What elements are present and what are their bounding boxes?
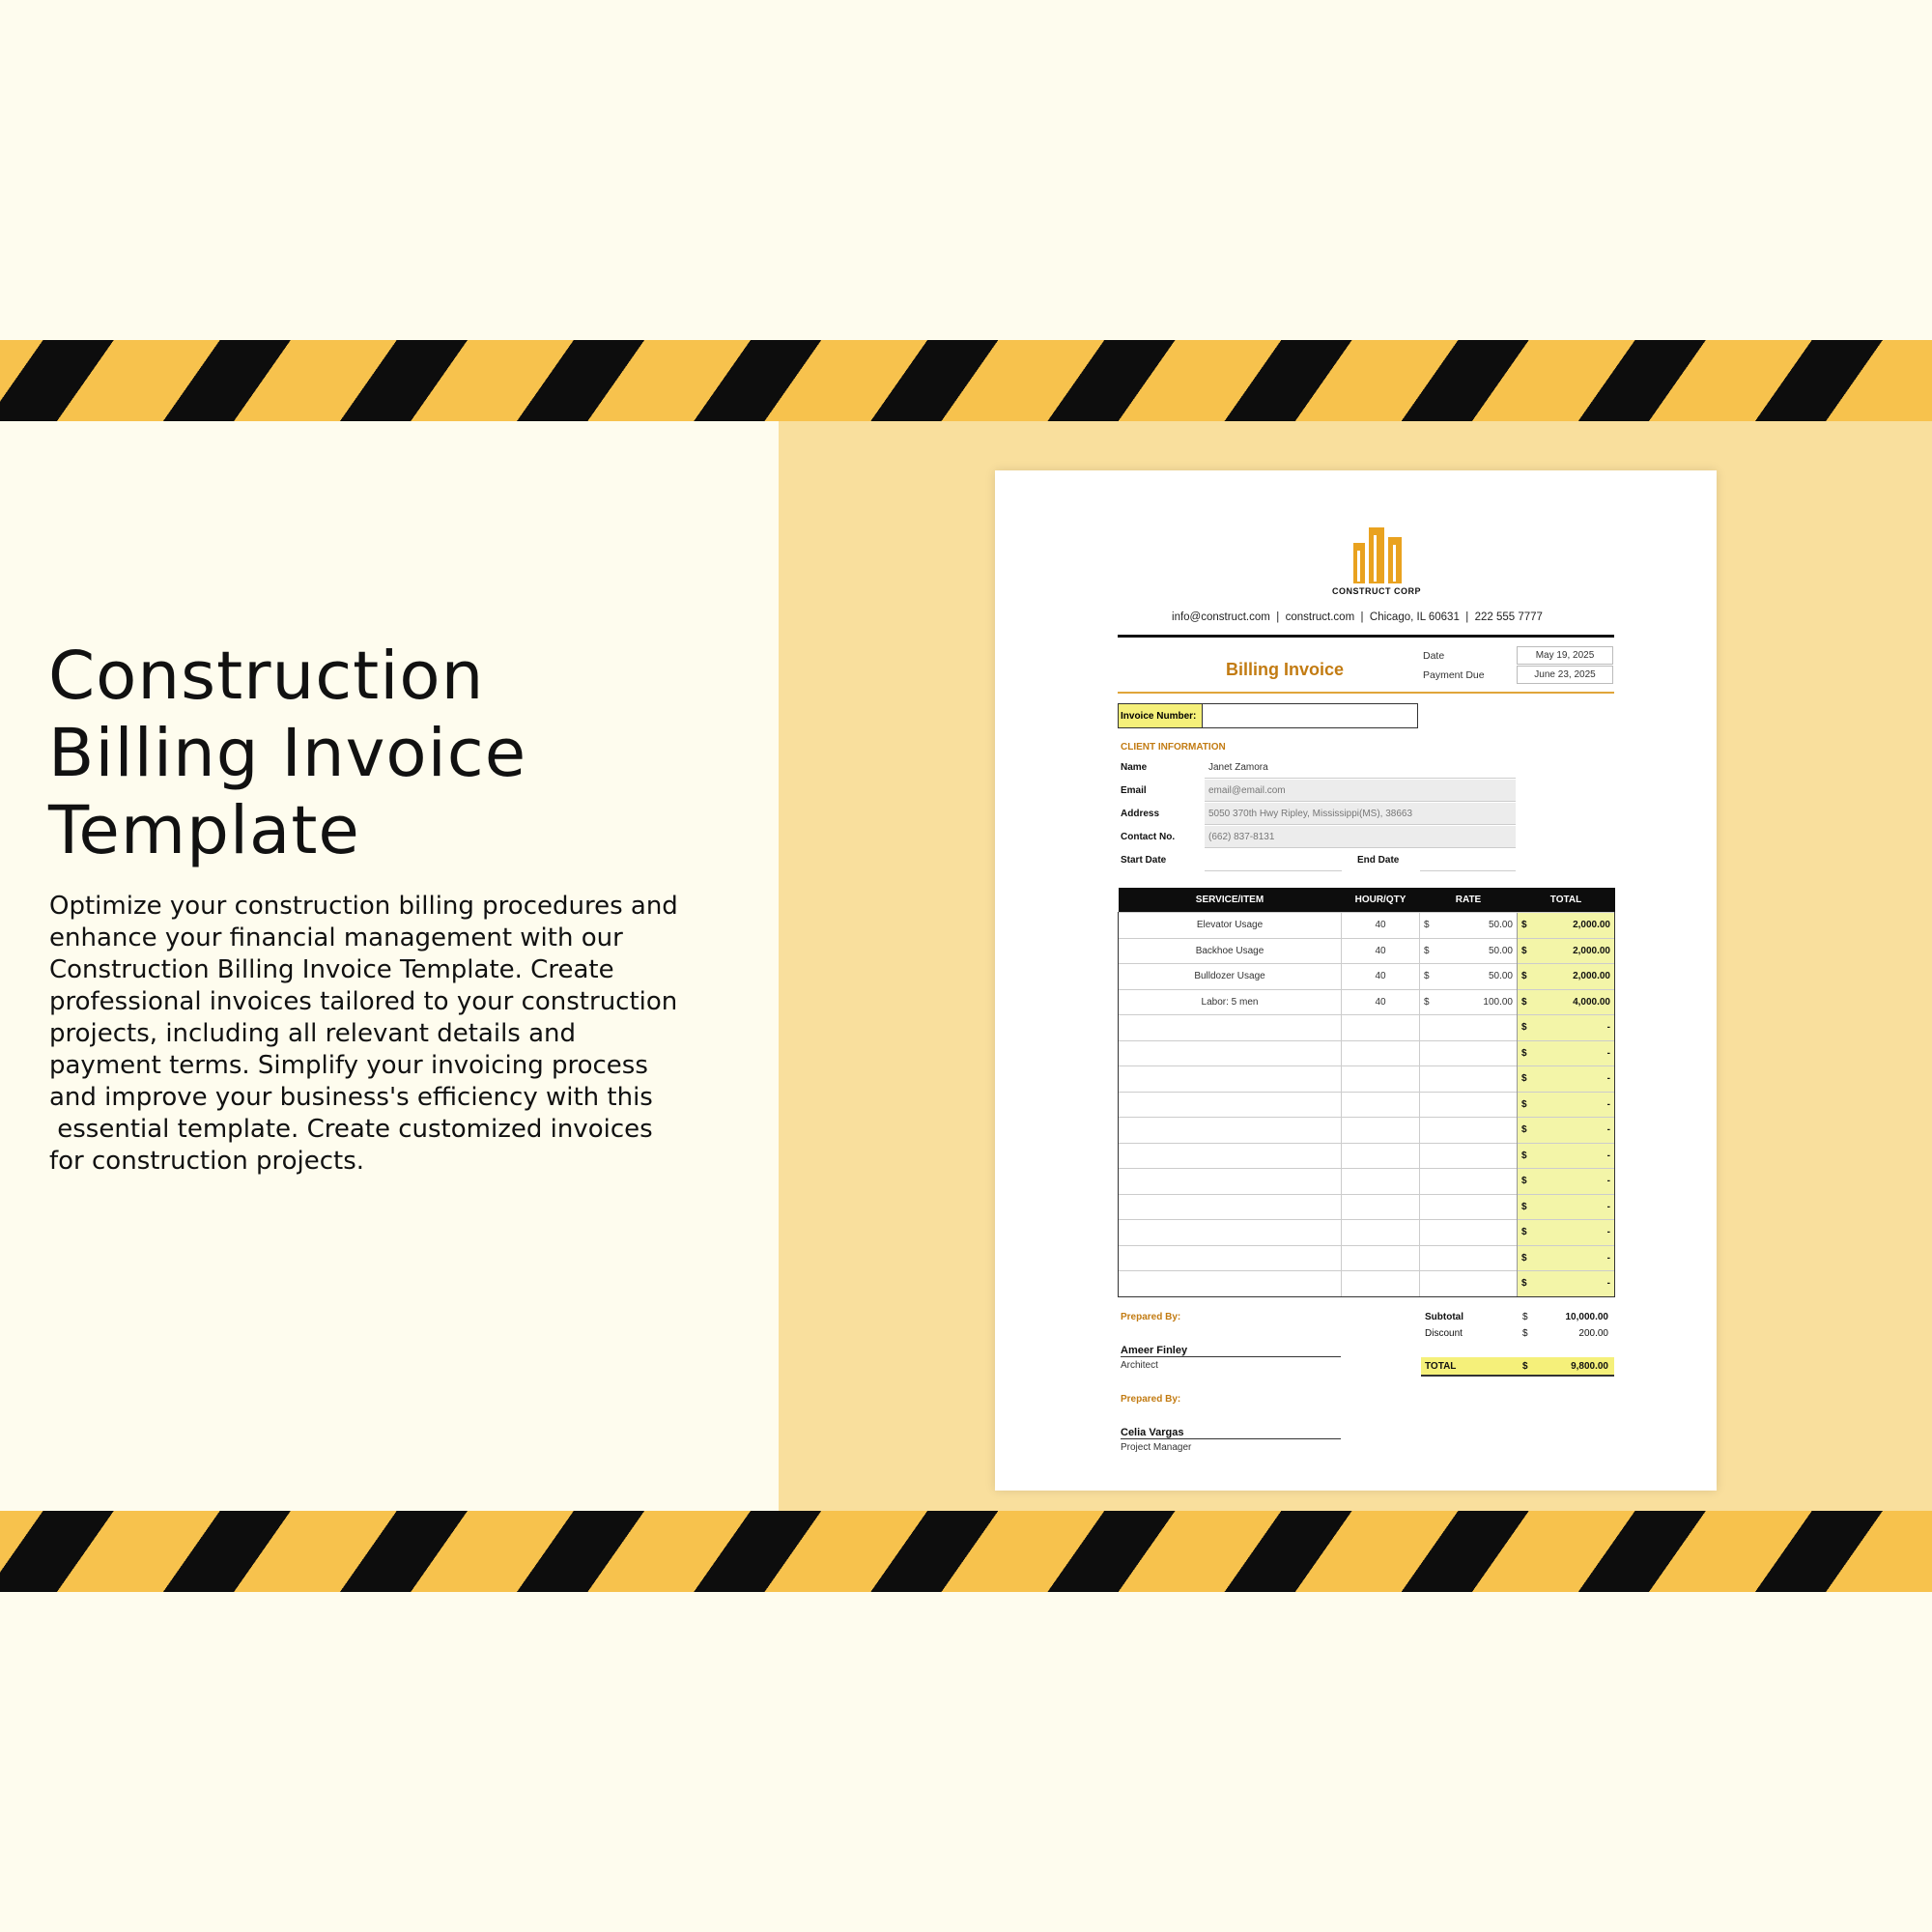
invoice-title: Billing Invoice (1225, 660, 1345, 679)
start-date-field[interactable] (1205, 849, 1342, 871)
table-row (1119, 1015, 1615, 1041)
total-value: - (1606, 1047, 1610, 1059)
subtotal-value: 10,000.00 (1565, 1312, 1608, 1322)
total-value: 9,800.00 (1571, 1361, 1608, 1372)
table-row (1119, 1245, 1615, 1271)
cell-total (1518, 1092, 1615, 1118)
cell-qty[interactable] (1342, 1118, 1420, 1144)
cell-qty[interactable]: 40 (1342, 913, 1420, 939)
client-info-heading: CLIENT INFORMATION (1121, 742, 1226, 753)
cell-qty[interactable] (1342, 1092, 1420, 1118)
headline-line-3: Template (48, 792, 360, 869)
contact-no-label: Contact No. (1121, 832, 1176, 842)
cell-rate[interactable] (1420, 964, 1518, 990)
table-row (1119, 1220, 1615, 1246)
cell-rate[interactable] (1420, 1271, 1518, 1297)
total-value: - (1606, 1252, 1610, 1264)
address-label: Address (1121, 809, 1160, 819)
date-value: May 19, 2025 (1517, 646, 1613, 665)
rate-value: 50.00 (1488, 920, 1513, 931)
header-qty: HOUR/QTY (1342, 888, 1420, 913)
cell-total (1518, 1118, 1615, 1144)
table-row (1119, 1143, 1615, 1169)
cell-item[interactable]: Backhoe Usage (1119, 938, 1342, 964)
cell-item[interactable] (1119, 1245, 1342, 1271)
total-currency: $ (1521, 1252, 1527, 1264)
cell-item[interactable] (1119, 1271, 1342, 1297)
rate-currency: $ (1424, 945, 1430, 956)
headline (48, 638, 724, 869)
cell-item[interactable] (1119, 1143, 1342, 1169)
total-value: - (1606, 1201, 1610, 1212)
name-label: Name (1121, 762, 1148, 773)
prepared-by-label-1: Prepared By: (1121, 1312, 1181, 1322)
table-row (1119, 1118, 1615, 1144)
total-value: - (1606, 1176, 1610, 1187)
total-currency: $ (1521, 1176, 1527, 1187)
cell-qty[interactable]: 40 (1342, 938, 1420, 964)
table-row (1119, 1169, 1615, 1195)
invoice-number-label: Invoice Number: (1118, 703, 1203, 728)
cell-qty[interactable]: 40 (1342, 964, 1420, 990)
cell-total (1518, 938, 1615, 964)
cell-total (1518, 1271, 1615, 1297)
total-currency: $ (1521, 945, 1527, 956)
cell-rate[interactable] (1420, 1220, 1518, 1246)
cell-item[interactable]: Bulldozer Usage (1119, 964, 1342, 990)
total-currency: $ (1521, 971, 1527, 982)
cell-qty[interactable] (1342, 1271, 1420, 1297)
table-header-row (1119, 888, 1615, 913)
hazard-stripe-bottom (0, 1511, 1932, 1592)
preparer-role-2: Project Manager (1121, 1442, 1192, 1453)
table-row (1119, 1092, 1615, 1118)
cell-item[interactable] (1119, 1015, 1342, 1041)
cell-rate[interactable] (1420, 1092, 1518, 1118)
title-rule (1118, 692, 1614, 694)
total-value: 2,000.00 (1573, 971, 1610, 982)
cell-rate[interactable] (1420, 1245, 1518, 1271)
cell-item[interactable] (1119, 1169, 1342, 1195)
total-value: - (1606, 1098, 1610, 1110)
cell-total (1518, 1245, 1615, 1271)
total-currency: $ (1522, 1361, 1528, 1372)
total-label: TOTAL (1425, 1361, 1457, 1372)
cell-item[interactable] (1119, 1092, 1342, 1118)
headline-line-1: Construction (48, 638, 485, 715)
cell-total (1518, 1015, 1615, 1041)
total-currency: $ (1521, 1150, 1527, 1161)
total-currency: $ (1521, 1124, 1527, 1136)
address-value[interactable]: 5050 370th Hwy Ripley, Mississippi(MS), 38663 (1205, 803, 1516, 825)
cell-rate[interactable] (1420, 1194, 1518, 1220)
cell-rate[interactable] (1420, 1118, 1518, 1144)
subtotal-currency: $ (1522, 1312, 1528, 1322)
rate-value: 50.00 (1488, 971, 1513, 982)
total-value: - (1606, 1227, 1610, 1238)
description: Optimize your construction billing procedures and enhance your financial management with our Construction Billing Invoice Template. Create professional invoices tailored to your construction projects, including all relevant details and payment terms. Simplify your invoicing process and improve your business's efficiency with this essential template. Create customized invoices for construction projects. (49, 892, 678, 1176)
date-label: Date (1423, 650, 1445, 662)
table-row (1119, 1040, 1615, 1066)
header-rate: RATE (1420, 888, 1518, 913)
cell-total (1518, 1194, 1615, 1220)
items-body (1119, 913, 1615, 1297)
total-currency: $ (1521, 920, 1527, 931)
cell-rate[interactable] (1420, 913, 1518, 939)
cell-total (1518, 989, 1615, 1015)
building-logo-icon (1350, 524, 1406, 583)
cell-rate[interactable] (1420, 1040, 1518, 1066)
table-row (1119, 964, 1615, 990)
preparer-name-1: Ameer Finley (1121, 1345, 1341, 1357)
rate-currency: $ (1424, 996, 1430, 1008)
cell-item[interactable] (1119, 1066, 1342, 1093)
cell-qty[interactable] (1342, 1245, 1420, 1271)
total-value: 2,000.00 (1573, 920, 1610, 931)
cell-item[interactable] (1119, 1040, 1342, 1066)
cell-total (1518, 1066, 1615, 1093)
email-value[interactable]: email@email.com (1205, 780, 1516, 802)
total-value: - (1606, 1124, 1610, 1136)
total-currency: $ (1521, 1047, 1527, 1059)
payment-due-label: Payment Due (1423, 669, 1485, 681)
table-row (1119, 938, 1615, 964)
cell-qty[interactable] (1342, 1040, 1420, 1066)
name-value[interactable]: Janet Zamora (1205, 756, 1516, 779)
discount-value: 200.00 (1578, 1328, 1608, 1339)
cell-total (1518, 964, 1615, 990)
cell-rate[interactable] (1420, 989, 1518, 1015)
preparer-name-2: Celia Vargas (1121, 1427, 1341, 1439)
cell-qty[interactable] (1342, 1194, 1420, 1220)
rate-currency: $ (1424, 920, 1430, 931)
total-value: - (1606, 1073, 1610, 1085)
cell-qty[interactable] (1342, 1169, 1420, 1195)
cell-total (1518, 1143, 1615, 1169)
cell-qty[interactable]: 40 (1342, 989, 1420, 1015)
cell-rate[interactable] (1420, 938, 1518, 964)
cell-rate[interactable] (1420, 1015, 1518, 1041)
table-row (1119, 1066, 1615, 1093)
total-currency: $ (1521, 1201, 1527, 1212)
total-currency: $ (1521, 996, 1527, 1008)
start-date-label: Start Date (1121, 855, 1167, 866)
table-row (1119, 1271, 1615, 1297)
invoice-preview (995, 470, 1717, 1491)
end-date-field[interactable] (1420, 849, 1516, 871)
total-currency: $ (1521, 1098, 1527, 1110)
hazard-stripe-top (0, 340, 1932, 421)
end-date-label: End Date (1357, 855, 1400, 866)
cell-item[interactable] (1119, 1220, 1342, 1246)
contact-no-value[interactable]: (662) 837-8131 (1205, 826, 1516, 848)
total-value: 4,000.00 (1573, 996, 1610, 1008)
cell-total (1518, 1220, 1615, 1246)
cell-rate[interactable] (1420, 1066, 1518, 1093)
cell-rate[interactable] (1420, 1169, 1518, 1195)
cell-item[interactable]: Labor: 5 men (1119, 989, 1342, 1015)
cell-qty[interactable] (1342, 1066, 1420, 1093)
table-row (1119, 989, 1615, 1015)
header-total: TOTAL (1518, 888, 1615, 913)
email-label: Email (1121, 785, 1147, 796)
payment-due-value: June 23, 2025 (1517, 666, 1613, 684)
rate-value: 100.00 (1483, 996, 1513, 1008)
cell-item[interactable] (1119, 1118, 1342, 1144)
headline-line-2: Billing Invoice (48, 715, 527, 792)
subtotal-label: Subtotal (1425, 1312, 1463, 1322)
items-table (1118, 888, 1615, 1297)
total-currency: $ (1521, 1073, 1527, 1085)
contact-line: info@construct.com | construct.com | Chicago, IL 60631 | 222 555 7777 (1172, 611, 1543, 623)
cell-item[interactable]: Elevator Usage (1119, 913, 1342, 939)
cell-qty[interactable] (1342, 1015, 1420, 1041)
brand-name: CONSTRUCT CORP (1332, 586, 1421, 596)
cell-total (1518, 1040, 1615, 1066)
rate-value: 50.00 (1488, 945, 1513, 956)
total-value: - (1606, 1278, 1610, 1290)
discount-label: Discount (1425, 1328, 1463, 1339)
cell-qty[interactable] (1342, 1143, 1420, 1169)
total-currency: $ (1521, 1227, 1527, 1238)
header-service: SERVICE/ITEM (1119, 888, 1342, 913)
total-currency: $ (1521, 1278, 1527, 1290)
prepared-by-label-2: Prepared By: (1121, 1394, 1181, 1405)
total-value: - (1606, 1150, 1610, 1161)
cell-item[interactable] (1119, 1194, 1342, 1220)
cell-total (1518, 1169, 1615, 1195)
cell-qty[interactable] (1342, 1220, 1420, 1246)
table-row (1119, 913, 1615, 939)
total-value: 2,000.00 (1573, 945, 1610, 956)
cell-rate[interactable] (1420, 1143, 1518, 1169)
invoice-number-field[interactable] (1203, 703, 1418, 728)
total-currency: $ (1521, 1022, 1527, 1034)
cell-total (1518, 913, 1615, 939)
header-rule (1118, 635, 1614, 638)
preparer-role-1: Architect (1121, 1360, 1158, 1371)
rate-currency: $ (1424, 971, 1430, 982)
table-row (1119, 1194, 1615, 1220)
discount-currency: $ (1522, 1328, 1528, 1339)
total-value: - (1606, 1022, 1610, 1034)
